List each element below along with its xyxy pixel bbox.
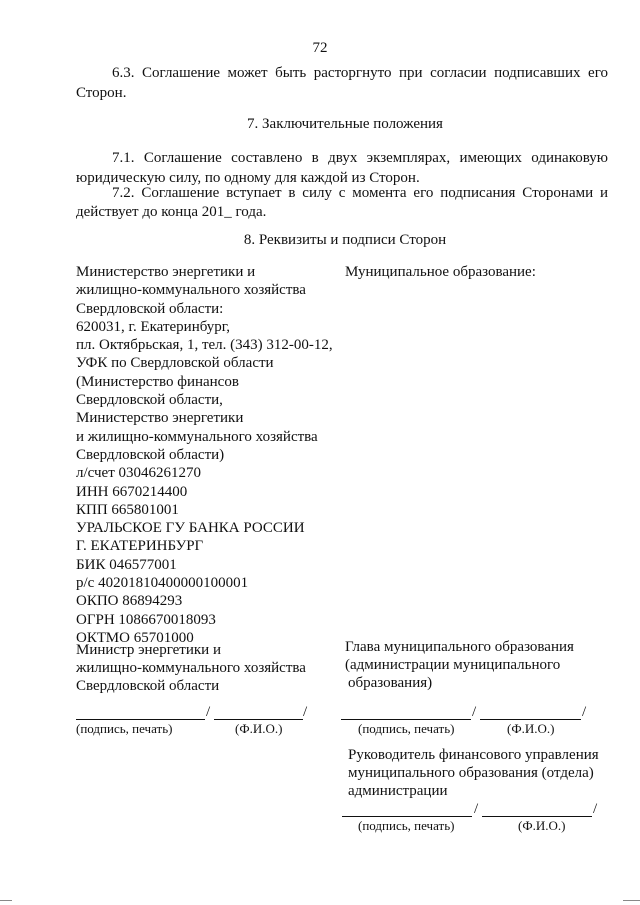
left-party-line: УФК по Свердловской области [76,355,274,372]
right-fio-caption: (Ф.И.О.) [507,721,555,736]
left-party-line: Министерство энергетики [76,410,244,427]
finance-signature-caption: (подпись, печать) [358,818,455,833]
left-party-line: КПП 665801001 [76,501,179,518]
para-7-2-line1: 7.2. Соглашение вступает в силу с момента его подписания Сторонами и [112,185,608,201]
finance-fio-slash: / [593,801,598,817]
left-party-line: (Министерство финансов [76,373,239,390]
scan-edge-left [0,900,12,901]
left-party-line: Свердловской области: [76,300,224,317]
left-party-line: БИК 046577001 [76,556,177,573]
left-signature-slash: / [206,704,211,720]
section-8-heading: 8. Реквизиты и подписи Сторон [243,232,447,248]
left-fio-caption: (Ф.И.О.) [235,721,283,736]
section-7-heading: 7. Заключительные положения [247,116,443,132]
finance-signer-line: администрации [348,783,448,799]
left-signer-line: Свердловской области [76,678,220,694]
para-7-1-line2: юридическую силу, по одному для каждой из Сторон. [76,170,420,186]
right-signer-line: (администрации муниципального [345,657,561,673]
left-signature-line [76,719,205,720]
left-signature-caption: (подпись, печать) [76,721,173,736]
left-party-line: пл. Октябрьская, 1, тел. (343) 312-00-12, [76,337,333,354]
left-party-line: ОКТМО 65701000 [76,629,194,646]
left-party-line: ОКПО 86894293 [76,593,183,610]
right-signature-line [341,719,471,720]
left-party-line: УРАЛЬСКОЕ ГУ БАНКА РОССИИ [76,520,305,537]
right-fio-slash: / [582,704,587,720]
page-number: 72 [312,40,328,56]
right-signature-slash: / [472,704,477,720]
left-fio-slash: / [303,704,308,720]
finance-signer-line: Руководитель финансового управления [348,747,599,763]
para-6-3-line1: 6.3. Соглашение может быть расторгнуто при согласии подписавших его [112,65,608,81]
right-signer-line: Глава муниципального образования [345,639,574,655]
para-6-3-line2: Сторон. [76,85,127,101]
finance-fio-line [482,816,592,817]
left-signer-title [76,641,306,695]
finance-signer-line: муниципального образования (отдела) [348,765,594,781]
right-party-label: Муниципальное образование: [345,264,536,280]
para-7-2-line2: действует до конца 201_ года. [76,204,267,220]
right-signature-caption: (подпись, печать) [358,721,455,736]
left-party-line: Г. ЕКАТЕРИНБУРГ [76,538,204,555]
finance-signature-slash: / [474,801,479,817]
finance-signature-line [342,816,472,817]
left-party-line: и жилищно-коммунального хозяйства [76,428,318,445]
scan-edge-right [623,900,640,901]
finance-signer-title [348,746,599,800]
left-party-line: Свердловской области) [76,446,225,463]
left-signer-line: жилищно-коммунального хозяйства [76,660,306,676]
left-party-line: ИНН 6670214400 [76,483,188,500]
para-7-1-line1: 7.1. Соглашение составлено в двух экземплярах, имеющих одинаковую [112,150,608,166]
right-fio-line [480,719,581,720]
left-party-line: 620031, г. Екатеринбург, [76,318,230,335]
left-party-details [76,263,333,647]
left-party-line: Министерство энергетики и [76,264,256,280]
left-party-line: Свердловской области, [76,392,223,409]
finance-fio-caption: (Ф.И.О.) [518,818,566,833]
left-party-line: р/с 40201810400000100001 [76,575,249,592]
left-fio-line [214,719,303,720]
left-party-line: ОГРН 1086670018093 [76,611,216,628]
right-signer-line: образования) [348,675,433,691]
left-party-line: жилищно-коммунального хозяйства [76,282,306,299]
right-signer-title [345,638,574,692]
left-party-line: л/счет 03046261270 [76,465,202,482]
left-signer-line: Министр энергетики и [76,642,221,658]
